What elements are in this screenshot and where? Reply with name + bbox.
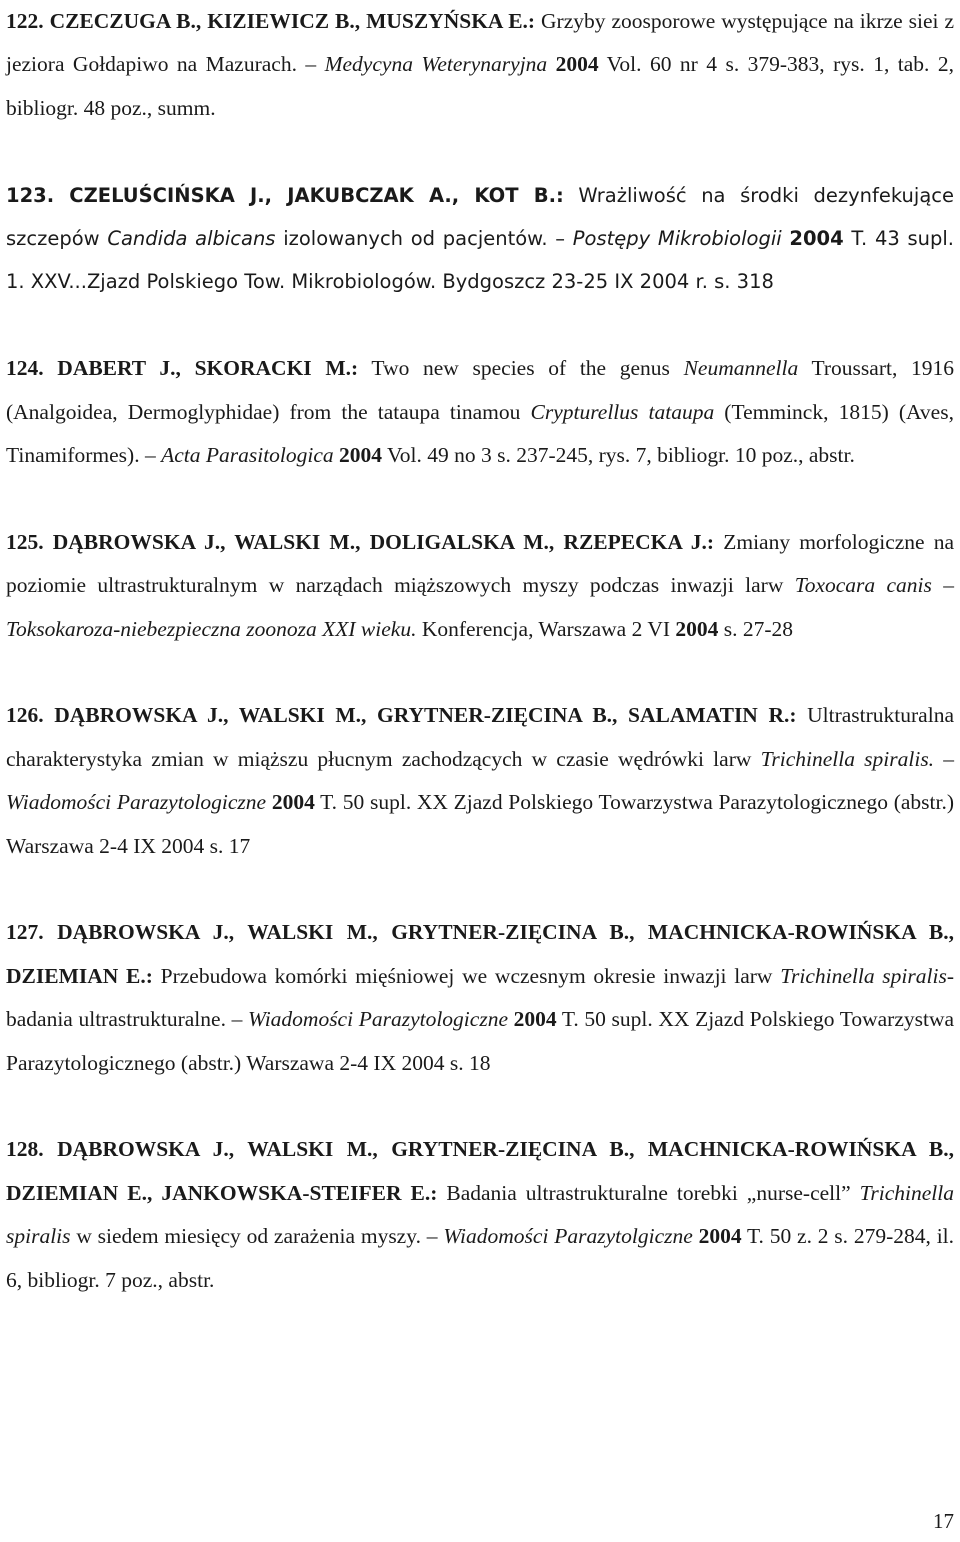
- entry-text: [6, 703, 954, 857]
- entry-segment: Vol. 49 no 3 s. 237-245, rys. 7, bibliogr. 10 poz., abstr.: [382, 443, 855, 468]
- entry-text: [6, 920, 954, 1074]
- entry-italic-title: Wiadomości Parazytolgiczne: [443, 1224, 693, 1249]
- entry-segment: Badania ultrastrukturalne torebki „nurse-cell”: [437, 1180, 860, 1205]
- bibliography-entry: [6, 0, 954, 130]
- entry-segment: T. 43 supl. 1. XXV...Zjazd Polskiego Tow. Mikrobiologów. Bydgoszcz 23-25 IX 2004 r. s. 318: [6, 227, 954, 294]
- entry-authors: 126. DĄBROWSKA J., WALSKI M., GRYTNER-ZIĘCINA B., SALAMATIN R.:: [6, 703, 797, 728]
- entry-segment: Zmiany morfologiczne na poziomie ultrastrukturalnym w narządach miąższowych myszy podczas inwazji larw: [6, 529, 954, 598]
- entry-year: 2004: [513, 1007, 557, 1032]
- entry-segment: –: [934, 746, 955, 771]
- entry-italic-title: Trichinella spiralis: [6, 1180, 955, 1249]
- entry-authors: 124. DABERT J., SKORACKI M.:: [6, 356, 359, 381]
- entry-italic-title: Medycyna Weterynaryjna: [324, 52, 548, 77]
- entry-authors: 123. CZELUŚCIŃSKA J., JAKUBCZAK A., KOT B.:: [6, 183, 564, 207]
- entry-italic-title: Acta Parasitologica: [161, 443, 334, 468]
- entry-text: [6, 184, 954, 294]
- entry-year: 2004: [555, 52, 599, 77]
- entry-segment: T. 50 supl. XX Zjazd Polskiego Towarzystwa Parazytologicznego (abstr.) Warszawa 2-4 IX 2004 s. 17: [6, 790, 955, 858]
- entry-authors: 125. DĄBROWSKA J., WALSKI M., DOLIGALSKA M., RZEPECKA J.:: [6, 529, 715, 554]
- entry-segment: T. 50 z. 2 s. 279-284, il. 6, bibliogr. 7 poz., abstr.: [6, 1224, 955, 1292]
- entry-italic-title: Trichinella spiralis.: [760, 746, 935, 771]
- entry-year: 2004: [271, 790, 315, 815]
- bibliography-list: [6, 0, 954, 1302]
- entry-italic-title: Wiadomości Parazytologiczne: [6, 790, 267, 815]
- entry-segment: Grzyby zoosporowe występujące na ikrze siei z jeziora Gołdapiwo na Mazurach. –: [6, 9, 954, 77]
- entry-segment: Przebudowa komórki mięśniowej we wczesnym okresie inwazji larw: [152, 963, 781, 988]
- entry-italic-title: Trichinella spiralis: [780, 963, 947, 988]
- entry-year: 2004: [675, 616, 719, 641]
- entry-segment: Vol. 60 nr 4 s. 379-383, rys. 1, tab. 2, bibliogr. 48 poz., summ.: [6, 52, 954, 120]
- entry-year: 2004: [339, 443, 383, 468]
- entry-authors: 127. DĄBROWSKA J., WALSKI M., GRYTNER-ZIĘCINA B., MACHNICKA-ROWIŃSKA B., DZIEMIAN E.:: [6, 920, 954, 988]
- bibliography-entry: [6, 347, 954, 477]
- entry-segment: [547, 52, 555, 76]
- bibliography-entry: [6, 694, 954, 868]
- bibliography-entry: [6, 911, 954, 1085]
- entry-segment: Wrażliwość na środki dezynfekujące szczepów: [6, 183, 954, 251]
- page-number: 17: [933, 1509, 954, 1533]
- bibliography-entry: [6, 1128, 954, 1302]
- entry-italic-title: Postępy Mikrobiologii: [572, 227, 782, 251]
- entry-segment: -badania ultrastrukturalne. –: [6, 963, 955, 1032]
- entry-segment: w siedem miesięcy od zarażenia myszy. –: [70, 1224, 444, 1249]
- entry-italic-title: Wiadomości Parazytologiczne: [247, 1007, 508, 1032]
- entry-year: 2004: [789, 227, 844, 251]
- entry-year: 2004: [698, 1224, 742, 1249]
- entry-italic-title: Crypturellus tataupa: [530, 399, 715, 424]
- bibliography-entry: [6, 521, 954, 651]
- entry-segment: Two new species of the genus: [358, 356, 684, 381]
- entry-segment: Troussart, 1916 (Analgoidea, Dermoglyphidae) from the tataupa tinamou: [6, 356, 954, 424]
- entry-segment: izolowanych od pacjentów. –: [275, 227, 573, 251]
- entry-text: [6, 9, 954, 120]
- entry-segment: Konferencja, Warszawa 2 VI: [416, 616, 676, 641]
- entry-segment: s. 27-28: [718, 616, 794, 641]
- entry-text: [6, 356, 954, 467]
- bibliography-entry: [6, 174, 954, 304]
- entry-italic-title: Neumannella: [683, 356, 799, 381]
- entry-segment: T. 50 supl. XX Zjazd Polskiego Towarzystwa Parazytologicznego (abstr.) Warszawa 2-4 IX 2004 s. 18: [6, 1007, 955, 1075]
- entry-segment: (Temminck, 1815) (Aves, Tinamiformes). –: [6, 399, 954, 468]
- entry-text: [6, 530, 954, 641]
- entry-authors: 122. CZECZUGA B., KIZIEWICZ B., MUSZYŃSKA E.:: [6, 9, 536, 33]
- entry-text: [6, 1137, 954, 1291]
- entry-authors: 128. DĄBROWSKA J., WALSKI M., GRYTNER-ZIĘCINA B., MACHNICKA-ROWIŃSKA B., DZIEMIAN E., JANKOWSKA-STEIFER E.:: [6, 1137, 954, 1205]
- entry-italic-title: Candida albicans: [107, 227, 276, 251]
- entry-italic-title: Toxocara canis – Toksokaroza-niebezpieczna zoonoza XXI wieku.: [6, 573, 954, 641]
- entry-segment: Ultrastrukturalna charakterystyka zmian w miąższu płucnym zachodzących w czasie wędrówki larw: [6, 703, 954, 771]
